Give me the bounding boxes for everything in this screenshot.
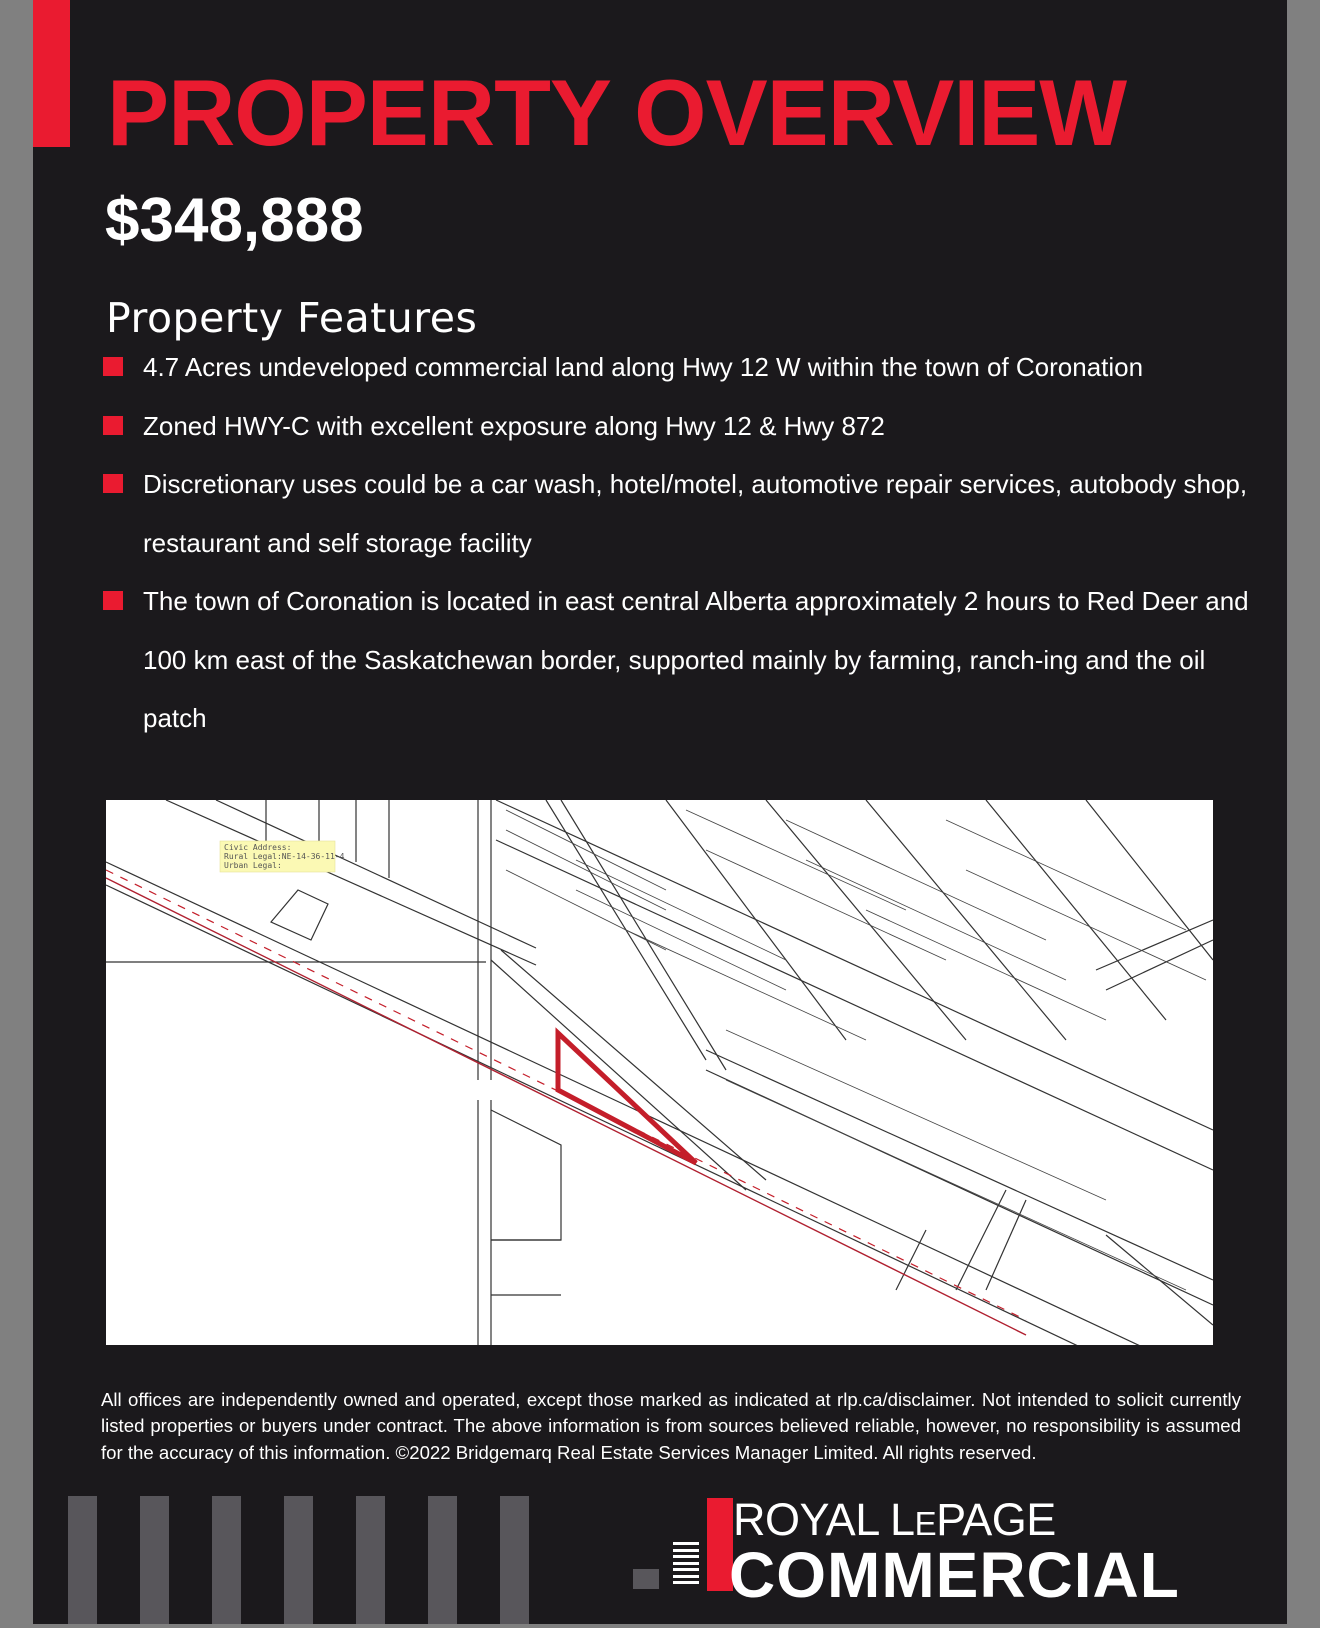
property-overview-sheet <box>33 0 1287 1624</box>
logo-brand-name <box>733 1494 1056 1545</box>
callout-rural-legal: Rural Legal:NE-14-36-11-4 <box>224 852 345 861</box>
feature-text: 4.7 Acres undeveloped commercial land along Hwy 12 W within the town of Coronation <box>143 352 1144 382</box>
callout-urban-legal: Urban Legal: <box>224 861 282 870</box>
site-map <box>106 800 1213 1345</box>
logo-square-icon <box>633 1569 659 1589</box>
feature-item <box>103 338 1253 397</box>
stripe <box>428 1496 457 1624</box>
stripe <box>68 1496 97 1624</box>
subject-parcel-outline <box>558 1033 696 1163</box>
callout-civic-address: Civic Address: <box>224 843 292 852</box>
decorative-stripes <box>68 1496 528 1624</box>
map-linework <box>106 800 1213 1345</box>
parcel-info-callout <box>220 841 345 872</box>
stripe <box>356 1496 385 1624</box>
feature-item <box>103 397 1253 456</box>
bullet-square-icon <box>103 416 123 435</box>
feature-text: The town of Coronation is located in east central Alberta approximately 2 hours to Red Deer and 100 km east of the Saskatchewan border, supported mainly by farming, ranch-ing and the oil patch <box>143 586 1249 733</box>
page-title: PROPERTY OVERVIEW <box>107 60 1127 165</box>
stripe <box>284 1496 313 1624</box>
bullet-square-icon <box>103 474 123 493</box>
parcel-map-drawing <box>106 800 1213 1345</box>
stripe <box>500 1496 529 1624</box>
feature-item <box>103 572 1253 748</box>
bullet-square-icon <box>103 357 123 376</box>
feature-text: Discretionary uses could be a car wash, hotel/motel, automotive repair services, autobody shop, restaurant and self storage facility <box>143 469 1248 558</box>
logo-text: PAGE <box>936 1494 1056 1545</box>
feature-list <box>103 338 1253 748</box>
logo-text: ROYAL L <box>733 1494 915 1545</box>
logo-text: E <box>914 1505 937 1542</box>
royal-lepage-commercial-logo <box>633 1494 1253 1611</box>
feature-item <box>103 455 1253 572</box>
bullet-square-icon <box>103 591 123 610</box>
logo-lines-icon <box>673 1542 699 1590</box>
section-title: Property Features <box>106 294 478 343</box>
logo-division-name: COMMERCIAL <box>729 1539 1180 1611</box>
stripe <box>212 1496 241 1624</box>
accent-bar <box>33 0 70 147</box>
price: $348,888 <box>105 186 364 255</box>
legal-disclaimer: All offices are independently owned and operated, except those marked as indicated at rlp.ca/disclaimer. Not intended to solicit currently listed properties or buyers under contract. The above information is from sources believed reliable, however, no responsibility is assumed for the accuracy of this information. ©2022 Bridgemarq Real Estate Services Manager Limited. All rights reserved. <box>101 1388 1241 1463</box>
feature-text: Zoned HWY-C with excellent exposure along Hwy 12 & Hwy 872 <box>143 410 885 441</box>
stripe <box>140 1496 169 1624</box>
